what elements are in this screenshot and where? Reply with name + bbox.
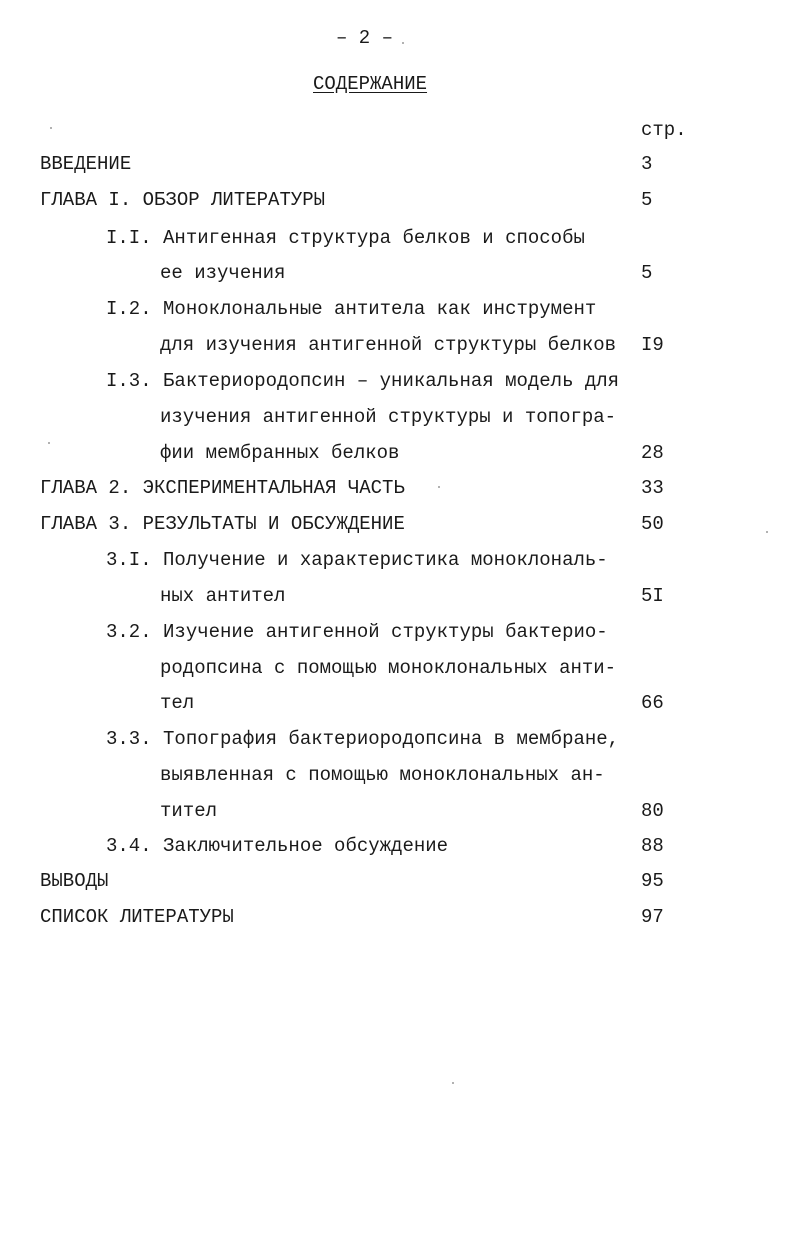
- toc-entry-label: фии мембранных белков: [160, 442, 400, 464]
- toc-entry-page: 50: [641, 513, 664, 535]
- toc-entry-page: 66: [641, 692, 664, 714]
- toc-entry-page: 5: [641, 262, 653, 284]
- scan-speck: [766, 531, 768, 533]
- toc-entry-label: I.3. Бактериородопсин – уникальная модель для: [106, 370, 620, 392]
- scan-speck: [438, 486, 440, 488]
- toc-entry-page: 5: [641, 189, 653, 211]
- page-title: СОДЕРЖАНИЕ: [313, 73, 428, 95]
- toc-entry-label: для изучения антигенной структуры белков: [160, 334, 617, 356]
- toc-entry-label: ных антител: [160, 585, 286, 607]
- toc-entry-label: ГЛАВА 3. РЕЗУЛЬТАТЫ И ОБСУЖДЕНИЕ: [40, 513, 405, 535]
- toc-entry-label: 3.4. Заключительное обсуждение: [106, 835, 449, 857]
- toc-entry-label: I.I. Антигенная структура белков и способы: [106, 227, 585, 249]
- toc-entry-label: родопсина с помощью моноклональных анти-: [160, 657, 617, 679]
- toc-entry-label: ВВЕДЕНИЕ: [40, 153, 132, 175]
- toc-entry-page: 3: [641, 153, 653, 175]
- toc-entry-label: тител: [160, 800, 218, 822]
- toc-entry-label: ГЛАВА 2. ЭКСПЕРИМЕНТАЛЬНАЯ ЧАСТЬ: [40, 477, 405, 499]
- page-column-header: стр.: [641, 119, 687, 141]
- toc-entry-label: изучения антигенной структуры и топогра-: [160, 406, 617, 428]
- scan-speck: [402, 42, 404, 44]
- toc-entry-page: 97: [641, 906, 664, 928]
- toc-entry-label: СПИСОК ЛИТЕРАТУРЫ: [40, 906, 234, 928]
- toc-entry-page: 95: [641, 870, 664, 892]
- scan-speck: [50, 127, 52, 129]
- toc-entry-label: ВЫВОДЫ: [40, 870, 109, 892]
- page-number: – 2 –: [336, 27, 394, 49]
- toc-entry-label: ГЛАВА I. ОБЗОР ЛИТЕРАТУРЫ: [40, 189, 326, 211]
- toc-entry-label: тел: [160, 692, 195, 714]
- toc-entry-label: 3.I. Получение и характеристика моноклональ-: [106, 549, 608, 571]
- toc-entry-label: ее изучения: [160, 262, 286, 284]
- toc-entry-label: 3.2. Изучение антигенной структуры бактерио-: [106, 621, 608, 643]
- scan-speck: [48, 442, 50, 444]
- toc-entry-page: 5I: [641, 585, 664, 607]
- scan-speck: [452, 1082, 454, 1084]
- toc-entry-page: 28: [641, 442, 664, 464]
- toc-entry-page: I9: [641, 334, 664, 356]
- toc-entry-page: 80: [641, 800, 664, 822]
- toc-entry-label: 3.3. Топография бактериородопсина в мембране,: [106, 728, 620, 750]
- toc-entry-page: 33: [641, 477, 664, 499]
- toc-entry-label: выявленная с помощью моноклональных ан-: [160, 764, 605, 786]
- toc-entry-label: I.2. Моноклональные антитела как инструмент: [106, 298, 597, 320]
- toc-entry-page: 88: [641, 835, 664, 857]
